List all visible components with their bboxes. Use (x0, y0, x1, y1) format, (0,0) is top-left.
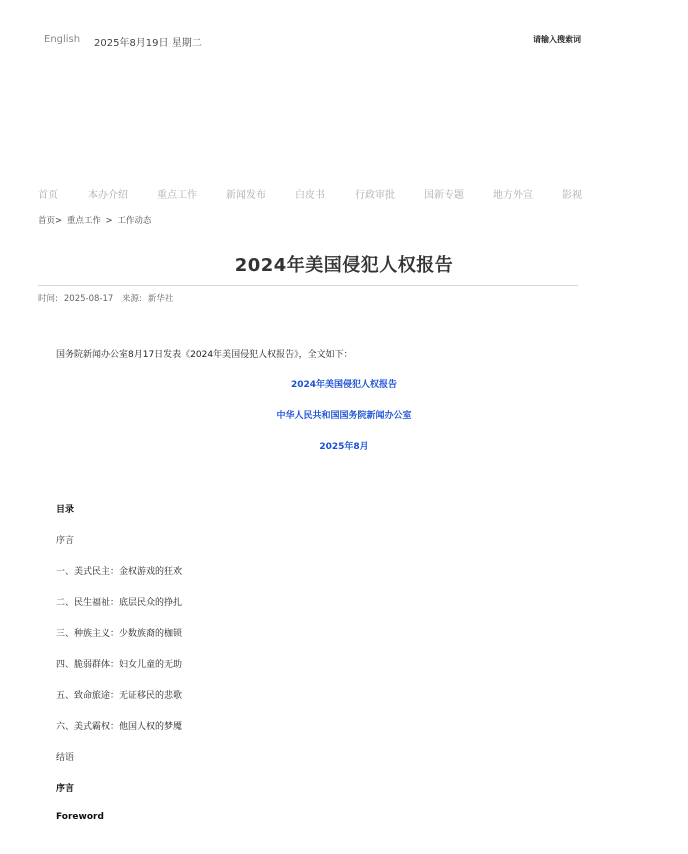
toc-item: 三、种族主义：少数族裔的枷锁 (56, 629, 183, 639)
toc-item: 序言 (56, 536, 75, 546)
report-title: 2024年美国侵犯人权报告 (290, 380, 398, 390)
report-issuer: 中华人民共和国国务院新闻办公室 (276, 411, 412, 421)
breadcrumb-current[interactable]: 工作动态 (117, 216, 152, 226)
foreword-heading: Foreword (56, 812, 104, 822)
toc-item: 四、脆弱群体：妇女儿童的无助 (56, 660, 183, 670)
nav-item-press-release[interactable]: 新闻发布 (226, 190, 266, 201)
report-date: 2025年8月 (319, 442, 369, 452)
article-meta (38, 292, 179, 304)
publish-date: 2025-08-17 (63, 294, 114, 304)
current-date: 2025年8月19日 星期二 (94, 38, 202, 49)
main-nav (38, 186, 582, 202)
search-input[interactable]: 请输入搜索词 (533, 35, 581, 44)
nav-item-about[interactable]: 本办介绍 (88, 190, 128, 201)
nav-item-special-topics[interactable]: 国新专题 (424, 190, 464, 201)
toc-item: 六、美式霸权：他国人权的梦魇 (56, 722, 183, 732)
title-divider (38, 285, 578, 286)
source-value: 新华社 (147, 294, 174, 304)
breadcrumb-home[interactable]: 首页> (38, 216, 63, 226)
nav-item-admin-approval[interactable]: 行政审批 (355, 190, 395, 201)
breadcrumb (38, 214, 153, 226)
nav-item-film[interactable]: 影视 (562, 190, 582, 201)
page-title: 2024年美国侵犯人权报告 (234, 255, 454, 276)
breadcrumb-section[interactable]: 重点工作 (66, 216, 101, 226)
nav-item-local-publicity[interactable]: 地方外宣 (493, 190, 533, 201)
intro-paragraph: 国务院新闻办公室8月17日发表《2024年美国侵犯人权报告》，全文如下： (56, 350, 353, 360)
toc-item: 二、民生福祉：底层民众的挣扎 (56, 598, 183, 608)
english-link[interactable]: English (44, 34, 81, 45)
top-bar (0, 34, 605, 50)
source-label: 来源: (121, 294, 142, 304)
nav-item-white-papers[interactable]: 白皮书 (295, 190, 325, 201)
nav-item-key-work[interactable]: 重点工作 (157, 190, 197, 201)
nav-item-home[interactable]: 首页 (38, 190, 58, 201)
time-label: 时间: (38, 294, 58, 304)
section-heading: 序言 (56, 784, 75, 794)
breadcrumb-separator: > (105, 216, 113, 226)
toc-item: 结语 (56, 753, 75, 763)
toc-item: 一、美式民主：金权游戏的狂欢 (56, 567, 183, 577)
toc-heading: 目录 (56, 505, 75, 515)
toc-item: 五、致命旅途：无证移民的悲歌 (56, 691, 183, 701)
